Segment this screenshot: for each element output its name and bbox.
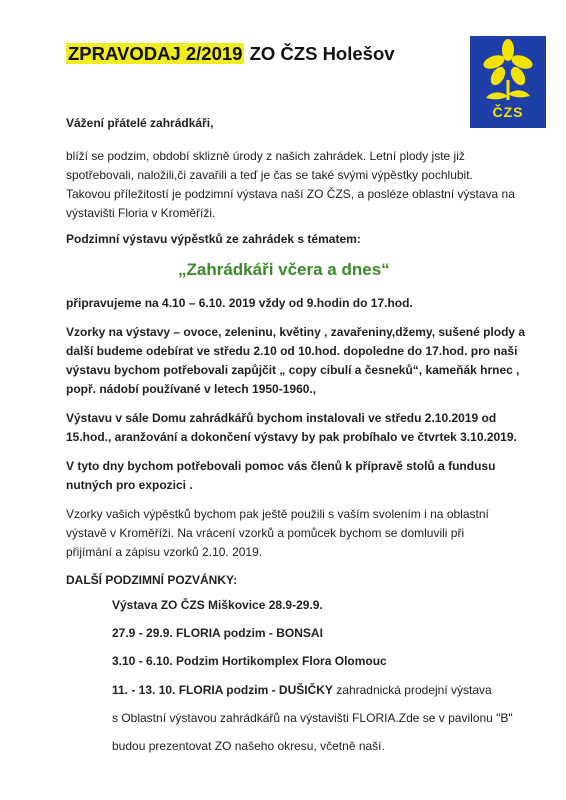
- samples-line: další budeme odebírat ve středu 2.10 od 10.hod. dopoledne do 17.hod. pro naši: [66, 344, 518, 358]
- title-highlight: ZPRAVODAJ 2/2019: [68, 43, 243, 64]
- regional-line: přijímání a zápisu vzorků 2.10. 2019.: [66, 545, 263, 559]
- invite-item: 27.9 - 29.9. FLORIA podzim - BONSAI: [112, 626, 323, 640]
- intro-line: blíží se podzim, období sklizně úrody z našich zahrádek. Letní plody jste již: [66, 149, 465, 163]
- theme-title: „Zahrádkáři včera a dnes“: [178, 260, 390, 279]
- flower-icon: [470, 36, 546, 106]
- samples-line: popř. nádobí používané v letech 1950-1960.,: [66, 382, 317, 396]
- regional-line: Vzorky vašich výpěstků bychom pak ještě použili s vaším svolením i na oblastní: [66, 507, 489, 521]
- theme-intro: Podzimní výstavu výpěstků ze zahrádek s tématem:: [66, 232, 361, 246]
- samples-line: Vzorky na výstavy – ovoce, zeleninu, květiny , zavařeniny,džemy, sušené plody a: [66, 325, 526, 339]
- install-line: 15.hod., aranžování a dokončení výstavy by pak probíhalo ve čtvrtek 3.10.2019.: [66, 430, 517, 444]
- install-line: Výstavu v sále Domu zahrádkářů bychom instalovali ve středu 2.10.2019 od: [66, 411, 497, 425]
- invites-heading: DALŠÍ PODZIMNÍ POZVÁNKY:: [66, 573, 238, 587]
- czs-logo: [470, 36, 546, 128]
- samples-line: výstavu bychom potřebovali zapůjčit „ copy cibulí a česneků“, kameňák hrnec ,: [66, 363, 520, 377]
- logo-text: ČZS: [492, 104, 524, 120]
- regional-line: výstavě v Kroměříži. Na vrácení vzorků a pomůcek bychom se domluvili při: [66, 526, 465, 540]
- last-line: s Oblastní výstavou zahrádkářů na výstavišti FLORIA.Zde se v pavilonu "B": [112, 711, 513, 725]
- page-title: [66, 43, 395, 65]
- last-line: budou prezentovat ZO našeho okresu, včetně naší.: [112, 739, 385, 753]
- prepare-line: připravujeme na 4.10 – 6.10. 2019 vždy od 9.hodin do 17.hod.: [66, 296, 413, 310]
- intro-line: Takovou příležitostí je podzimní výstava naší ZO ČZS, a posléze oblastní výstava na: [66, 187, 515, 201]
- title-rest: ZO ČZS Holešov: [249, 43, 395, 64]
- invite-item-last: [112, 681, 492, 700]
- greeting: Vážení přátelé zahrádkáři,: [66, 116, 214, 130]
- invite-item: 3.10 - 6.10. Podzim Hortikomplex Flora Olomouc: [112, 654, 387, 668]
- help-line: V tyto dny bychom potřebovali pomoc vás členů k přípravě stolů a fundusu: [66, 459, 496, 473]
- invite-last-rest: zahradnická prodejní výstava: [332, 683, 492, 697]
- intro-line: spotřebovali, naložili,či zavařili a teď je čas se také svými výpěstky pochlubit.: [66, 168, 473, 182]
- help-line: nutných pro expozici .: [66, 478, 193, 492]
- invite-last-bold: 11. - 13. 10. FLORIA podzim - DUŠIČKY: [112, 683, 333, 697]
- invite-item: Výstava ZO ČZS Miškovice 28.9-29.9.: [112, 598, 323, 612]
- intro-line: výstavišti Floria v Kroměříži.: [66, 206, 216, 220]
